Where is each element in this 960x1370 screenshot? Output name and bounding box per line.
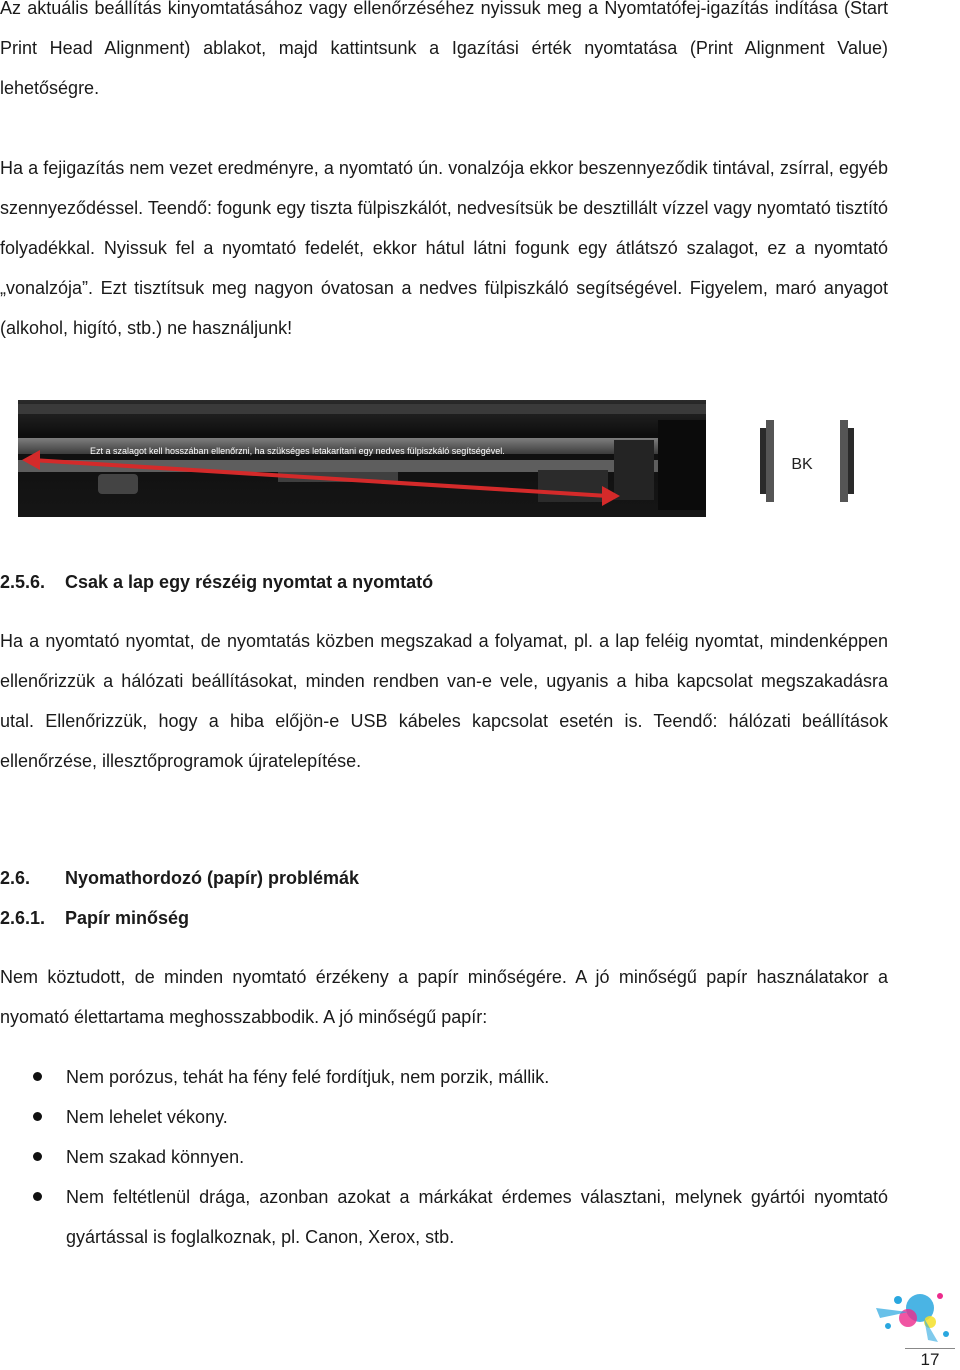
bullet-icon [33, 1192, 42, 1201]
splash-logo-icon [868, 1278, 956, 1350]
intro-paragraph: Az aktuális beállítás kinyomtatásához vagy ellenőrzéséhez nyissuk meg a Nyomtatófej-igazítás indítása (Start Print Head Alignment) ablakot, majd kattintsunk a Igazítási érték nyomtatása (Print Alignment Value) lehetőségre. [0, 0, 888, 98]
bullet-icon [33, 1152, 42, 1161]
heading-title: Nyomathordozó (papír) problémák [65, 868, 360, 888]
section-heading-2-6-1 [0, 906, 189, 930]
heading-number: 2.6.1. [0, 908, 46, 928]
bullet-icon [33, 1072, 42, 1081]
ruler-cleaning-paragraph: Ha a fejigazítás nem vezet eredményre, a nyomtató ún. vonalzója ekkor beszennyeződik tintával, zsírral, egyéb szennyeződéssel. Teendő: fogunk egy tiszta fülpiszkálót, nedvesítsük be desztillált vízzel vagy nyomtató tisztító folyadékkal. Nyissuk fel a nyomtató fedelét, ekkor hátul látni fogunk egy átlátszó szalagot, ez a nyomtató „vonalzója”. Ezt tisztítsuk meg nagyon óvatosan a nedves fülpiszkáló segítségével. Figyelem, maró anyagot (alkohol, higító, stb.) ne használjunk! [0, 158, 888, 338]
bullet-icon [33, 1112, 42, 1121]
footer-rule [905, 1348, 955, 1349]
paper-quality-paragraph: Nem köztudott, de minden nyomtató érzékeny a papír minőségére. A jó minőségű papír használatakor a nyomató élettartama meghosszabbodik. A jó minőségű papír: [0, 967, 888, 1027]
list-item: Nem feltétlenül drága, azonban azokat a márkákat érdemes választani, melynek gyártói nyomtató gyártással is foglalkoznak, pl. Canon, Xerox, stb. [0, 1177, 888, 1257]
list-item: Nem szakad könnyen. [0, 1137, 888, 1177]
page-number: 17 [920, 1350, 940, 1369]
section-heading-2-6 [0, 866, 359, 890]
heading-number: 2.5.6. [0, 572, 46, 592]
cartridge-label: BK [791, 456, 813, 473]
list-item: Nem porózus, tehát ha fény felé fordítjuk, nem porzik, mállik. [0, 1057, 888, 1097]
bk-cartridge-image [756, 420, 858, 502]
list-item: Nem lehelet vékony. [0, 1097, 888, 1137]
heading-title: Csak a lap egy részéig nyomtat a nyomtató [65, 572, 434, 592]
paper-quality-list [0, 1057, 888, 1257]
heading-number: 2.6. [0, 868, 31, 888]
photo-caption: Ezt a szalagot kell hosszában ellenőrzni, ha szükséges letakarítani egy nedves fülpiszkáló segítségével. [90, 446, 505, 456]
interrupted-print-paragraph: Ha a nyomtató nyomtat, de nyomtatás közben megszakad a folyamat, pl. a lap feléig nyomtat, mindenképpen ellenőrizzük a hálózati beállításokat, minden rendben van-e vele, ugyanis a hiba kapcsolat megszakadásra utal. Ellenőrizzük, hogy a hiba előjön-e USB kábeles kapcsolat esetén is. Teendő: hálózati beállítások ellenőrzése, illesztőprogramok újratelepítése. [0, 631, 888, 771]
printer-ruler-photo [18, 400, 706, 517]
section-heading-2-5-6 [0, 570, 433, 594]
heading-title: Papír minőség [65, 908, 190, 928]
